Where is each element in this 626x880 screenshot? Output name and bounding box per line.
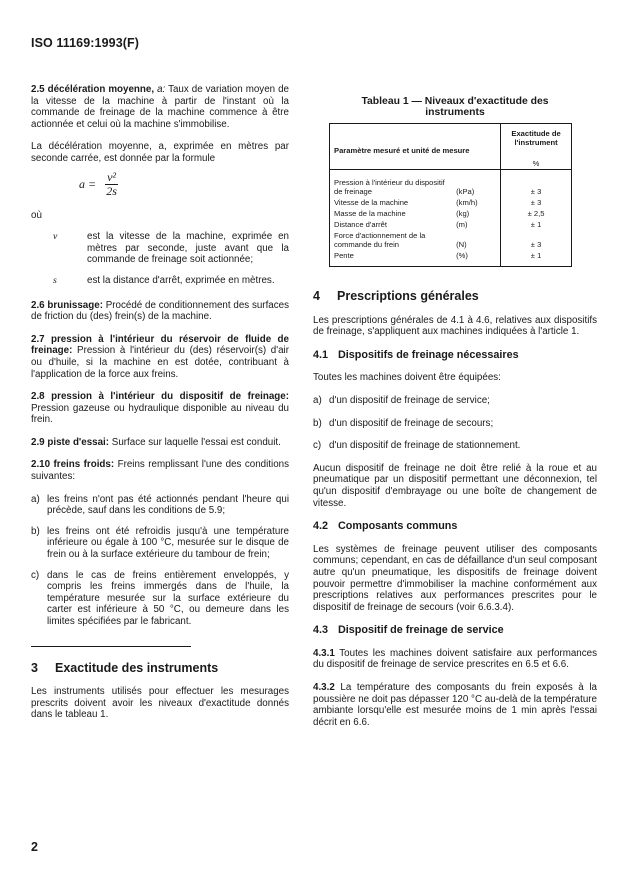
table-header-accuracy: Exactitude de l'instrument % [501, 124, 572, 170]
accuracy-table [329, 123, 572, 267]
section-4-3-heading: 4.3 Dispositif de freinage de service [313, 624, 504, 637]
section-4-heading: 4 Prescriptions générales [313, 289, 479, 303]
list-item: a) d'un dispositif de freinage de service; [313, 394, 490, 406]
paragraph-4-3-2: 4.3.2 La température des composants du frein exposés à la poussière ne doit pas dépasser 120 °C au-delà de la température ambiante lorsqu'elle est mesurée moins de 1 min après l'essai décrit en 6.6. [313, 682, 597, 728]
table-row: Pente (%) ± 1 [330, 250, 572, 267]
section-3-text: Les instruments utilisés pour effectuer les mesurages prescrits doivent avoir les niveaux d'exactitude donnés dans le tableau 1. [31, 686, 289, 721]
table-header-parameter: Paramètre mesuré et unité de mesure [330, 124, 501, 170]
left-column [31, 84, 289, 721]
definition-2-9: 2.9 piste d'essai: Surface sur laquelle l'essai est conduit. [31, 436, 281, 448]
table-row: Distance d'arrêt (m) ± 1 [330, 219, 572, 230]
deceleration-formula: a = $\frac{\text{v²}}{2s}$ [79, 170, 117, 199]
table-row: Vitesse de la machine (km/h) ± 3 [330, 197, 572, 208]
section-4-1-text: Aucun dispositif de freinage ne doit être relié à la roue et au pneumatique par un dispositif permettant une déconnexion, tel qu'un dispositif d'embrayage ou une boîte de changement de vitesse. [313, 462, 597, 509]
list-item: b) d'un dispositif de freinage de secours; [313, 417, 494, 429]
table-caption: Tableau 1 — Niveaux d'exactitude des instruments [361, 96, 549, 118]
definition-2-8: 2.8 pression à l'intérieur du dispositif de freinage: Pression gazeuse ou hydraulique disponible au niveau du frein. [31, 391, 289, 426]
list-item: c) dans le cas de freins entièrement enveloppés, y compris les freins immergés dans de l'huile, la température mesurée sur la surface extérieure du carter est inférieure à 50 °C, ou demeure dans les limites spécifiées par le fabricant. [31, 569, 289, 627]
symbol-definition: v est la vitesse de la machine, exprimée en mètres par seconde, juste avant que la commande de freinage soit actionnée; [53, 231, 289, 266]
formula-intro: La décélération moyenne, a, exprimée en mètres par seconde carrée, est donnée par la formule [31, 141, 289, 164]
paragraph-4-3-1: 4.3.1 Toutes les machines doivent satisfaire aux performances du dispositif de freinage de service prescrites en 6.5 et 6.6. [313, 647, 597, 671]
symbol-definition: s est la distance d'arrêt, exprimée en mètres. [53, 274, 275, 286]
section-divider [31, 646, 191, 647]
table-row: Masse de la machine (kg) ± 2,5 [330, 208, 572, 219]
list-item: c) d'un dispositif de freinage de stationnement. [313, 440, 521, 452]
formula-denominator: 2s [106, 184, 117, 199]
right-column [313, 96, 597, 739]
page-number: 2 [31, 840, 38, 854]
table-row: Pression à l'intérieur du dispositif de freinage (kPa) ± 3 [330, 170, 572, 198]
formula-numerator: v² [107, 170, 117, 185]
list-item: b) les freins ont été refroidis jusqu'à une température inférieure ou égale à 100 °C, mesurée sur le disque de frein ou à la surface extérieure du tambour de frein; [31, 525, 289, 561]
document-header: ISO 11169:1993(F) [31, 36, 140, 50]
section-4-2-text: Les systèmes de freinage peuvent utiliser des composants communs; cependant, en cas de défaillance d'un seul composant autre qu'un pneumatique, les dispositifs de freinage doivent pouvoir permettre d'immobiliser la machine conformément aux prescriptions relatives aux performances prescrites pour le dispositif de freinage de secours (voir 6.6.3.4). [313, 543, 597, 613]
list-item: a) les freins n'ont pas été actionnés pendant l'heure qui précède, sauf dans les conditions de 5.9; [31, 493, 289, 517]
definition-2-6: 2.6 brunissage: Procédé de conditionnement des surfaces de friction du (des) frein(s) de la machine. [31, 299, 289, 323]
section-4-1-intro: Toutes les machines doivent être équipées: [313, 372, 501, 384]
definition-2-7: 2.7 pression à l'intérieur du réservoir de fluide de freinage: Pression à l'intérieur du (des) réservoir(s) d'air ou d'huile, si la machine en est dotée, contribuant à l'application de la force aux freins. [31, 333, 289, 380]
section-4-2-heading: 4.2 Composants communs [313, 520, 458, 533]
section-4-1-heading: 4.1 Dispositifs de freinage nécessaires [313, 348, 519, 361]
section-3-heading: 3 Exactitude des instruments [31, 660, 219, 675]
definition-2-10: 2.10 freins froids: Freins remplissant l'une des conditions suivantes: [31, 459, 289, 483]
section-4-text: Les prescriptions générales de 4.1 à 4.6, relatives aux dispositifs de freinage, s'appliquent aux machines indiquées à l'article 1. [313, 314, 597, 338]
where-label: où [31, 209, 42, 221]
table-row: Force d'actionnement de la commande du frein (N) ± 3 [330, 230, 572, 250]
definition-2-5: 2.5 décélération moyenne, a: Taux de variation moyen de la vitesse de la machine à partir de l'instant où la commande de freinage de la machine commence à être actionnée et celui où la machine s'immobilise. [31, 84, 289, 130]
